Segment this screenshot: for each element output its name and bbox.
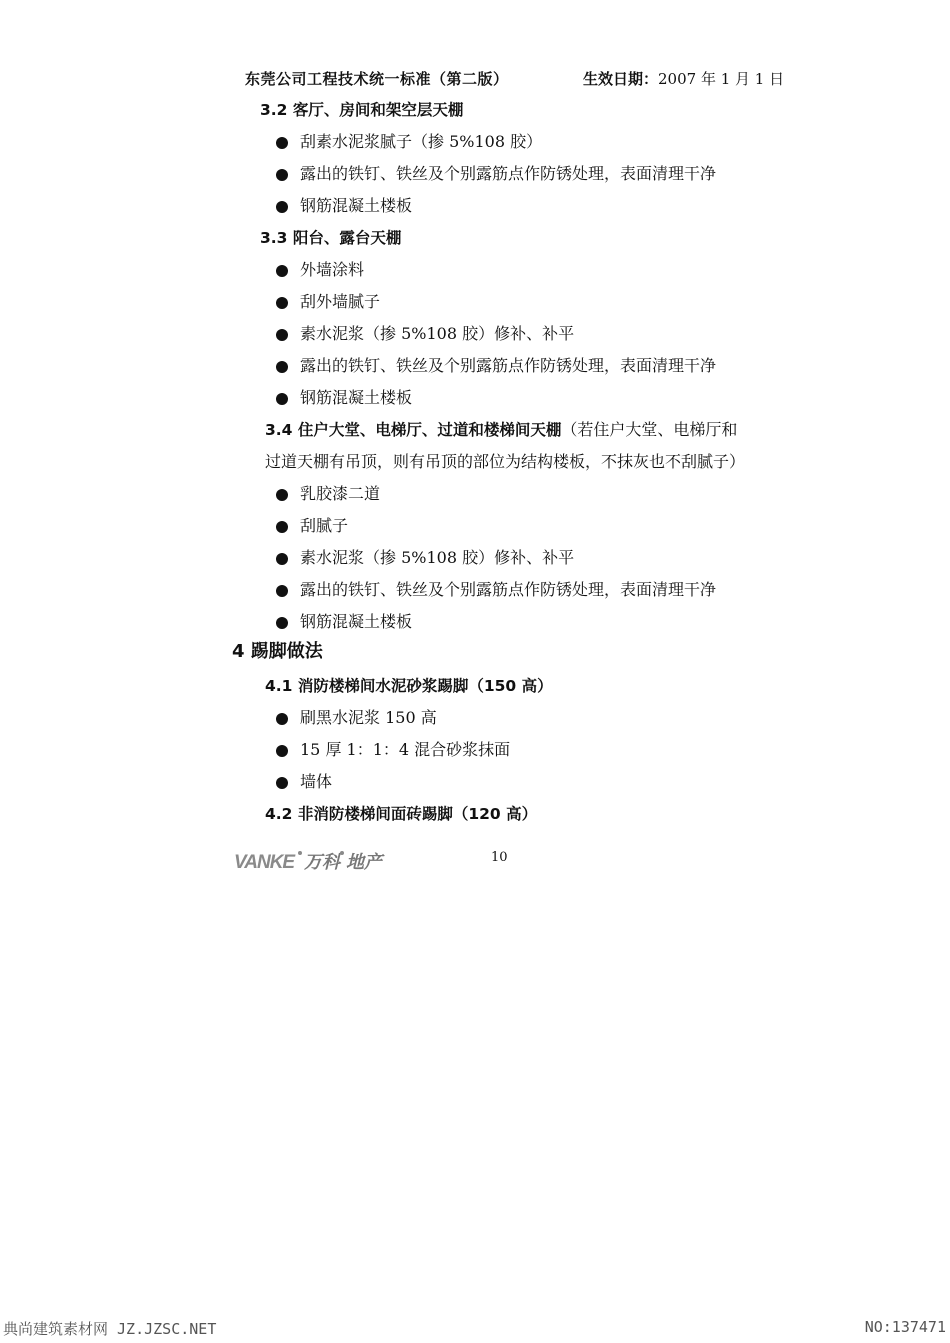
bullet-icon	[276, 393, 288, 405]
document-title: 东莞公司工程技术统一标准（第二版）	[245, 70, 509, 88]
list-item: 钢筋混凝土楼板	[300, 612, 413, 631]
section-heading-3-4	[265, 420, 737, 440]
list-item: 刮外墙腻子	[300, 292, 381, 311]
svg-text:地产: 地产	[346, 852, 382, 873]
bullet-icon	[276, 617, 288, 629]
bullet-icon	[276, 553, 288, 565]
bullet-icon	[276, 777, 288, 789]
bullet-icon	[276, 585, 288, 597]
bullet-icon	[276, 521, 288, 533]
list-item: 15 厚 1：1：4 混合砂浆抹面	[300, 740, 511, 759]
list-item: 钢筋混凝土楼板	[300, 196, 413, 215]
bullet-icon	[276, 745, 288, 757]
vanke-logo	[234, 848, 394, 874]
effective-date-value: 2007 年 1 月 1 日	[658, 70, 785, 88]
svg-text:万科: 万科	[304, 852, 340, 873]
bullet-icon	[276, 713, 288, 725]
bullet-icon	[276, 361, 288, 373]
section-note: （若住户大堂、电梯厅和	[561, 420, 738, 439]
section-heading-3-4-title: 3.4 住户大堂、电梯厅、过道和楼梯间天棚	[265, 421, 562, 439]
list-item: 刮素水泥浆腻子（掺 5%108 胶）	[300, 132, 543, 151]
section-heading-4-2: 4.2 非消防楼梯间面砖踢脚（120 高）	[265, 805, 538, 823]
list-item: 素水泥浆（掺 5%108 胶）修补、补平	[300, 324, 575, 343]
list-item: 露出的铁钉、铁丝及个别露筋点作防锈处理，表面清理干净	[300, 580, 717, 599]
list-item: 刷黑水泥浆 150 高	[300, 708, 437, 727]
bullet-icon	[276, 329, 288, 341]
bullet-icon	[276, 169, 288, 181]
bullet-icon	[276, 265, 288, 277]
section-heading-3-3: 3.3 阳台、露台天棚	[260, 229, 402, 247]
list-item: 墙体	[300, 772, 333, 791]
effective-date-label: 生效日期：	[583, 70, 659, 88]
section-heading-3-2: 3.2 客厅、房间和架空层天棚	[260, 101, 464, 119]
bullet-icon	[276, 489, 288, 501]
section-heading-4-1: 4.1 消防楼梯间水泥砂浆踢脚（150 高）	[265, 677, 553, 695]
section-note-continued: 过道天棚有吊顶，则有吊顶的部位为结构楼板，不抹灰也不刮腻子）	[265, 452, 746, 471]
list-item: 露出的铁钉、铁丝及个别露筋点作防锈处理，表面清理干净	[300, 356, 717, 375]
bullet-icon	[276, 297, 288, 309]
list-item: 素水泥浆（掺 5%108 胶）修补、补平	[300, 548, 575, 567]
bullet-icon	[276, 137, 288, 149]
list-item: 刮腻子	[300, 516, 349, 535]
list-item: 乳胶漆二道	[300, 484, 381, 503]
effective-date	[583, 68, 784, 89]
watermark-right: NO:137471	[864, 1318, 946, 1336]
list-item: 外墙涂料	[300, 260, 365, 279]
svg-text:VANKE: VANKE	[234, 852, 295, 873]
bullet-icon	[276, 201, 288, 213]
page-number: 10	[491, 850, 508, 865]
watermark-left: 典尚建筑素材网 JZ.JZSC.NET	[3, 1320, 217, 1338]
list-item: 露出的铁钉、铁丝及个别露筋点作防锈处理，表面清理干净	[300, 164, 717, 183]
section-heading-4: 4 踢脚做法	[232, 641, 323, 662]
list-item: 钢筋混凝土楼板	[300, 388, 413, 407]
